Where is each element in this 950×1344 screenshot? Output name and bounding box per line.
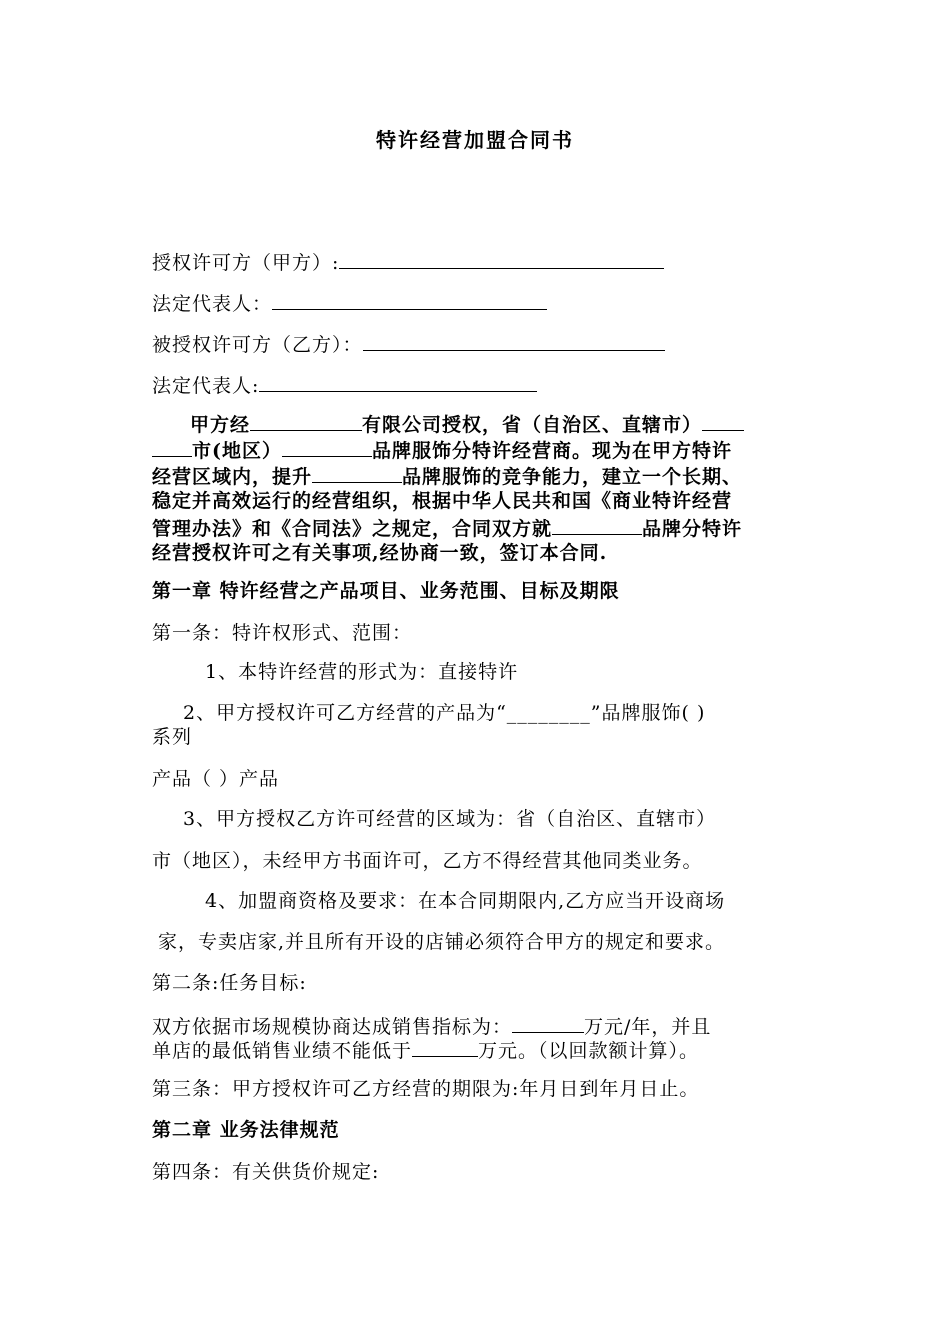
chapter-2-heading: 第二章 业务法律规范 (152, 1119, 340, 1141)
preamble-text: 市(地区） (192, 440, 282, 462)
rep-a-label: 法定代表人： (152, 293, 273, 315)
article-1-item-3: 3、甲方授权乙方许可经营的区域为：省（自治区、直辖市） (183, 808, 717, 830)
preamble-text: 品牌服饰的竞争能力，建立一个长期、 (402, 466, 743, 488)
article-1-heading: 第一条：特许权形式、范围： (152, 622, 413, 644)
min-sales-blank[interactable] (412, 1036, 478, 1057)
preamble-text: 品牌分特许 (642, 518, 743, 540)
article-2-heading: 第二条:任务目标: (152, 972, 307, 994)
preamble-line-6 (152, 540, 607, 566)
rep-a-line (152, 289, 547, 317)
sales-target-blank[interactable] (512, 1012, 584, 1033)
article-4-heading: 第四条：有关供货价规定: (152, 1161, 380, 1183)
rep-a-blank[interactable] (272, 289, 547, 310)
preamble-text: 甲方经 (190, 414, 251, 436)
article-3: 第三条：甲方授权许可乙方经营的期限为:年月日到年月日止。 (152, 1078, 700, 1100)
preamble-line-2 (152, 436, 732, 464)
party-b-blank[interactable] (363, 330, 665, 351)
preamble-line-5 (152, 514, 742, 542)
province-blank-cont[interactable] (152, 436, 192, 457)
article-1-item-2-products: 产品（ ）产品 (152, 768, 280, 790)
company-blank[interactable] (250, 410, 362, 431)
preamble-text: 管理办法》和《合同法》之规定，合同双方就 (152, 518, 553, 540)
preamble-line-1 (190, 410, 744, 438)
party-b-line (152, 330, 665, 358)
party-a-label: 授权许可方（甲方）: (152, 252, 340, 274)
article-1-item-4-cont: 家，专卖店家,并且所有开设的店铺必须符合甲方的规定和要求。 (158, 931, 726, 953)
rep-b-blank[interactable] (259, 371, 537, 392)
preamble-text: 有限公司授权，省（自治区、直辖市） (362, 414, 703, 436)
party-b-label: 被授权许可方（乙方）： (152, 334, 363, 356)
rep-b-label: 法定代表人: (152, 375, 260, 397)
brand-blank-2[interactable] (312, 462, 402, 483)
brand-blank-1[interactable] (282, 436, 372, 457)
province-blank[interactable] (702, 410, 744, 431)
article-1-item-2: 2、甲方授权许可乙方经营的产品为“________”品牌服饰( ) (183, 702, 706, 724)
preamble-text: 经营区域内，提升 (152, 466, 313, 488)
preamble-text: 经营授权许可之有关事项,经协商一致，签订本合同. (152, 542, 608, 564)
preamble-line-3 (152, 462, 742, 490)
preamble-line-4 (152, 488, 732, 514)
preamble-text: 品牌服饰分特许经营商。现为在甲方特许 (372, 440, 733, 462)
party-a-blank[interactable] (339, 248, 664, 269)
article-1-item-3-cont: 市（地区），未经甲方书面许可，乙方不得经营其他同类业务。 (152, 850, 703, 872)
min-sales-label: 单店的最低销售业绩不能低于 (152, 1040, 413, 1062)
sales-target-unit: 万元/年，并且 (584, 1016, 712, 1038)
article-1-item-4: 4、加盟商资格及要求：在本合同期限内,乙方应当开设商场 (205, 890, 726, 912)
rep-b-line (152, 371, 537, 399)
chapter-1-heading: 第一章 特许经营之产品项目、业务范围、目标及期限 (152, 580, 620, 602)
document-title: 特许经营加盟合同书 (376, 128, 574, 152)
article-1-item-2-cont: 系列 (152, 726, 193, 748)
party-a-line (152, 248, 664, 276)
article-1-item-1: 1、本特许经营的形式为：直接特许 (205, 661, 519, 683)
preamble-text: 稳定并高效运行的经营组织，根据中华人民共和国《商业特许经营 (152, 490, 733, 512)
article-2-line-2 (152, 1036, 699, 1064)
min-sales-unit: 万元。（以回款额计算）。 (478, 1040, 700, 1062)
sales-target-label: 双方依据市场规模协商达成销售指标为： (152, 1016, 513, 1038)
brand-blank-3[interactable] (552, 514, 642, 535)
